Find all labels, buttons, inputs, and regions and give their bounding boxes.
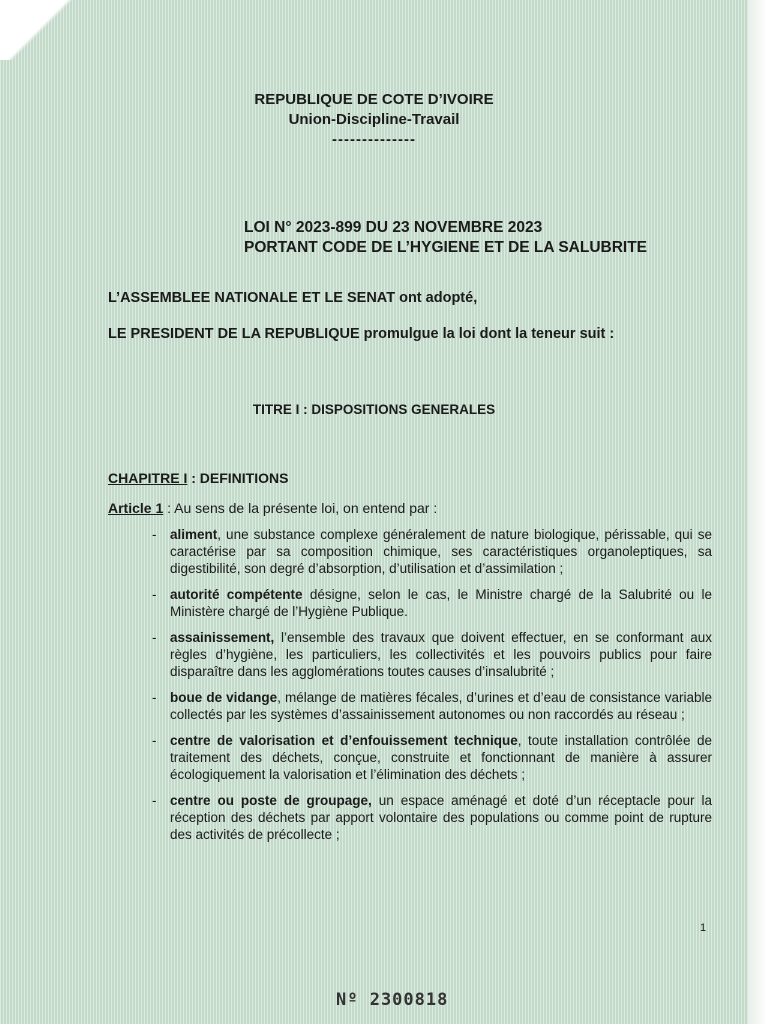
definition-term: centre de valorisation et d’enfouissement technique	[170, 733, 518, 748]
definition-item	[152, 526, 712, 577]
article-text: : Au sens de la présente loi, on entend par :	[163, 500, 438, 516]
definition-term: boue de vidange	[170, 690, 278, 705]
enactment-bodies: L’ASSEMBLEE NATIONALE ET LE SENAT	[108, 290, 396, 306]
page-number: 1	[700, 922, 707, 934]
list-bullet: -	[152, 793, 157, 808]
definitions-list	[152, 526, 712, 852]
enactment-president: LE PRESIDENT DE LA REPUBLIQUE	[108, 326, 360, 342]
definition-term: autorité compétente	[170, 587, 303, 602]
header-separator: --------------	[332, 131, 416, 148]
serial-number: Nº 2300818	[336, 990, 449, 1010]
definition-text: désigne, selon le cas, le Ministre chargé de la Salubrité ou le Ministère chargé de l’Hygiène Publique.	[170, 587, 712, 619]
enactment-line-1	[108, 290, 477, 306]
enactment-promulgation: promulgue la loi dont la teneur suit :	[359, 326, 615, 342]
definition-item	[152, 732, 712, 783]
definition-item	[152, 586, 712, 620]
article-intro	[108, 500, 437, 516]
article-label: Article 1	[108, 500, 164, 516]
definition-term: aliment	[170, 527, 218, 542]
definition-item	[152, 792, 712, 843]
list-bullet: -	[152, 527, 157, 542]
definition-text: l’ensemble des travaux que doivent effectuer, en se conformant aux règles d’hygiène, les particuliers, les collectivités et les pouvoirs publics pour faire disparaître dans les agglomérations toutes causes d’insalubrité ;	[170, 630, 712, 679]
definition-text: , une substance complexe généralement de nature biologique, périssable, qui se caractérise par sa composition chimique, ses caractéristiques organoleptiques, sa digestibilité, son degré d’absorption, d’utilisation et d’assimilation ;	[170, 527, 712, 576]
document-header	[0, 90, 748, 150]
law-subject: PORTANT CODE DE L’HYGIENE ET DE LA SALUBRITE	[244, 239, 648, 256]
definition-item	[152, 629, 712, 680]
definition-text: , toute installation contrôlée de traitement des déchets, conçue, construite et fonctionnant de manière à assurer écologiquement la valorisation et l’élimination des déchets ;	[170, 733, 712, 782]
definition-term: assainissement,	[170, 630, 275, 645]
page-edge	[748, 0, 768, 1024]
definition-item	[152, 689, 712, 723]
motto: Union-Discipline-Travail	[288, 111, 460, 128]
folded-corner	[0, 0, 80, 60]
country-name: REPUBLIQUE DE COTE D’IVOIRE	[254, 91, 494, 108]
definition-term: centre ou poste de groupage,	[170, 793, 372, 808]
chapitre-title: : DEFINITIONS	[187, 470, 289, 486]
list-bullet: -	[152, 690, 157, 705]
enactment-adopted: ont adopté,	[395, 290, 478, 306]
definition-text: , mélange de matières fécales, d’urines et d’eau de consistance variable collectés par les systèmes d’assainissement autonomes ou non raccordés au réseau ;	[170, 690, 712, 722]
enactment-line-2	[108, 326, 614, 342]
law-title	[244, 218, 647, 258]
law-number: LOI N° 2023-899 DU 23 NOVEMBRE 2023	[244, 219, 543, 236]
chapitre-heading	[108, 470, 288, 486]
titre-heading: TITRE I : DISPOSITIONS GENERALES	[252, 402, 496, 417]
list-bullet: -	[152, 630, 157, 645]
list-bullet: -	[152, 733, 157, 748]
chapitre-label: CHAPITRE I	[108, 470, 188, 486]
definition-text: un espace aménagé et doté d’un réceptacle pour la réception des déchets par apport volontaire des populations ou comme point de rupture des activités de précollecte ;	[170, 793, 712, 842]
list-bullet: -	[152, 587, 157, 602]
